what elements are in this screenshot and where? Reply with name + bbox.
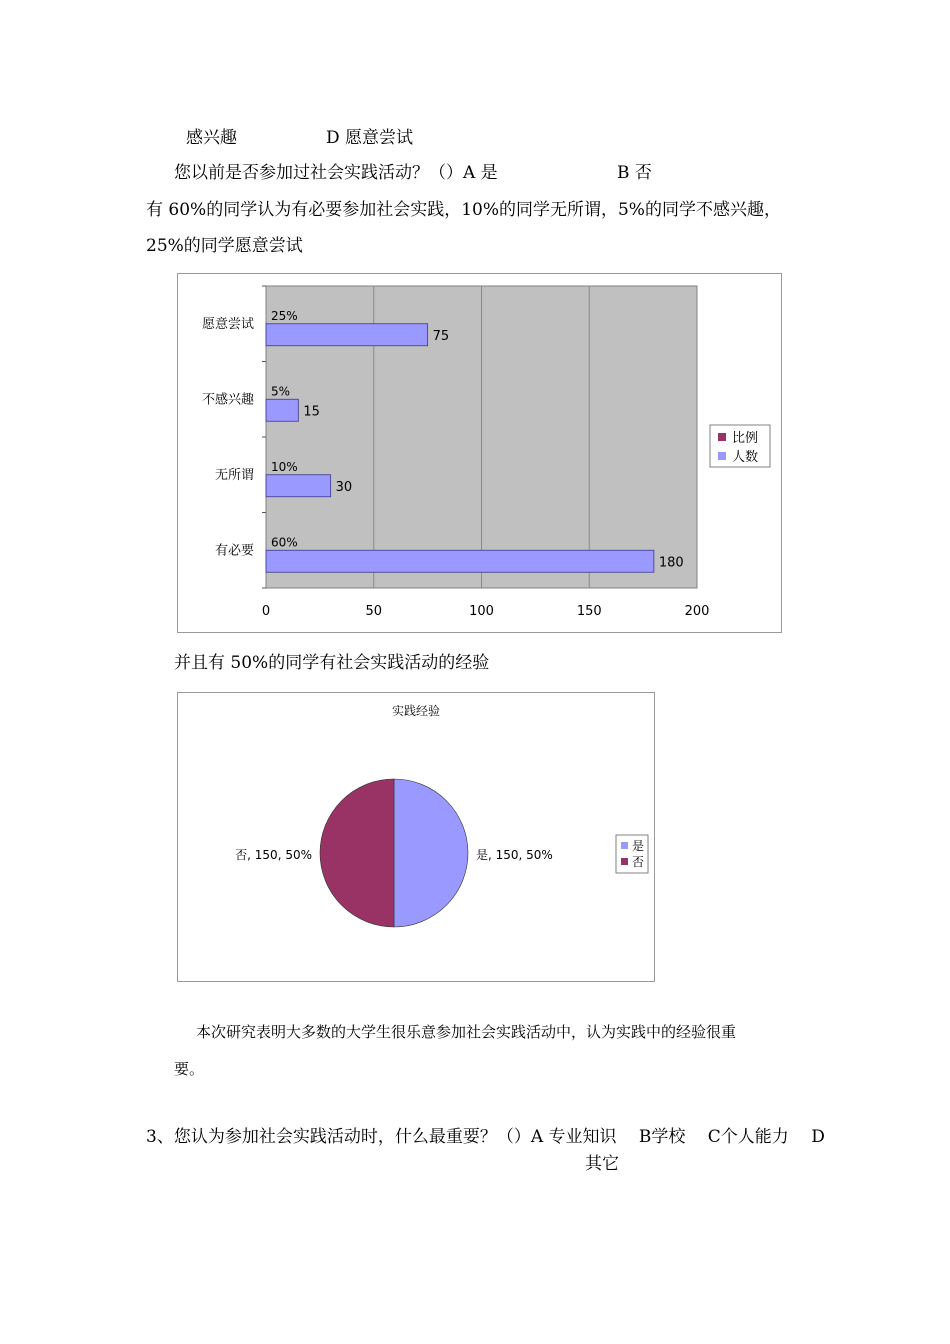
- summary-line-2: 25%的同学愿意尝试: [146, 236, 303, 256]
- pie-slice-label: 否, 150, 50%: [235, 848, 312, 862]
- bar-percent-label: 5%: [271, 384, 291, 399]
- pie-slice: [394, 779, 468, 927]
- question-previous-option-b: B 否: [617, 163, 652, 183]
- x-tick-label: 0: [261, 604, 271, 619]
- category-label: 无所谓: [214, 467, 254, 483]
- bar-chart-frame: [177, 273, 782, 633]
- pie-slice: [320, 779, 394, 927]
- pie-slice-label: 是, 150, 50%: [476, 848, 553, 862]
- bar-count-label: 15: [303, 404, 320, 420]
- legend-swatch: [718, 433, 726, 441]
- pie-chart-frame: [177, 692, 655, 982]
- pie-legend-swatch: [621, 858, 628, 865]
- option-d-willing: D 愿意尝试: [326, 128, 414, 148]
- bar-count-label: 75: [432, 328, 450, 344]
- x-tick-label: 150: [576, 604, 602, 619]
- bar-count: [266, 324, 428, 346]
- bar-count: [266, 550, 654, 572]
- bar-chart: [178, 274, 781, 632]
- bar-count-label: 180: [658, 555, 684, 571]
- x-tick-label: 200: [684, 604, 710, 619]
- bar-count-label: 30: [335, 479, 353, 495]
- legend-label: 比例: [732, 431, 759, 446]
- bar-count: [266, 399, 298, 421]
- bar-percent-label: 10%: [271, 459, 298, 474]
- bar-percent-label: 60%: [271, 535, 298, 550]
- category-label: 愿意尝试: [201, 316, 254, 332]
- bar-count: [266, 475, 331, 497]
- pie-legend-label: 否: [632, 855, 645, 869]
- question-3-line-1: 3、您认为参加社会实践活动时，什么最重要？（）A 专业知识 B学校 C个人能力 D: [146, 1127, 825, 1147]
- x-tick-label: 100: [469, 604, 494, 619]
- summary-line-1: 有 60%的同学认为有必要参加社会实践，10%的同学无所谓，5%的同学不感兴趣，: [146, 200, 781, 220]
- conclusion-line-2: 要。: [174, 1060, 205, 1078]
- pie-title: 实践经验: [391, 704, 441, 718]
- experience-line: 并且有 50%的同学有社会实践活动的经验: [174, 653, 490, 673]
- options-interest: 感兴趣: [186, 128, 237, 148]
- bar-percent-label: 25%: [271, 308, 298, 323]
- pie-chart: [178, 693, 654, 981]
- pie-legend-swatch: [621, 842, 628, 849]
- category-label: 不感兴趣: [201, 392, 254, 408]
- question-3-line-2: 其它: [585, 1154, 619, 1174]
- category-label: 有必要: [214, 543, 254, 559]
- x-tick-label: 50: [365, 604, 383, 619]
- legend-swatch: [718, 452, 726, 460]
- conclusion-line-1: 本次研究表明大多数的大学生很乐意参加社会实践活动中，认为实践中的经验很重: [196, 1023, 737, 1041]
- question-previous-practice: 您以前是否参加过社会实践活动？（）A 是: [174, 163, 498, 183]
- legend-label: 人数: [732, 450, 759, 465]
- pie-legend-label: 是: [632, 839, 645, 853]
